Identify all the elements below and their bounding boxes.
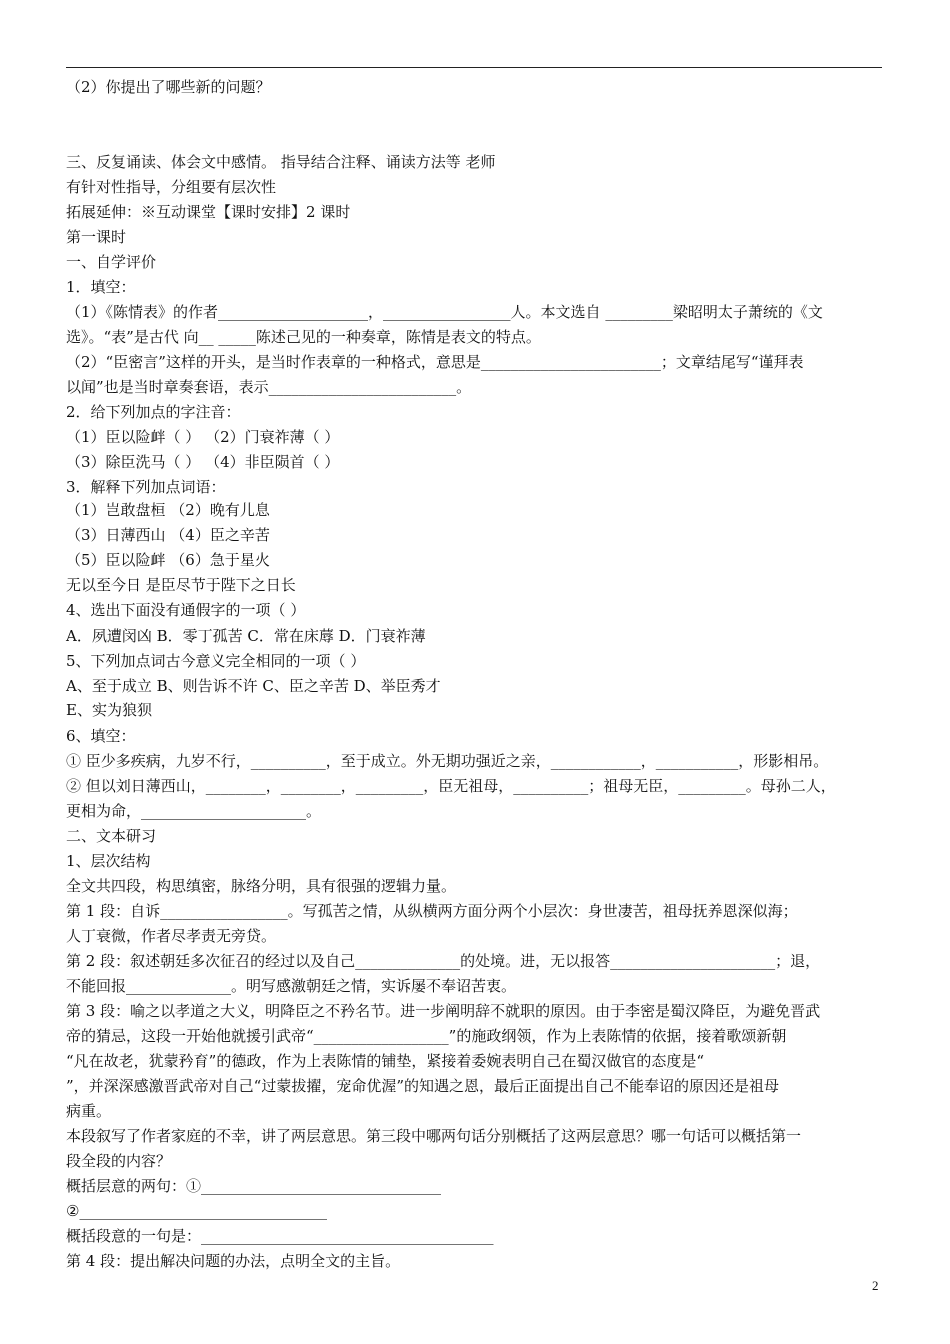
- vocab-line: （1）岂敢盘桓 （2）晚有儿息: [66, 501, 270, 519]
- paragraph-line: “凡在故老，犹蒙矜育”的德政，作为上表陈情的铺垫，紧接着委婉表明自己在蜀汉做官的态度是“: [66, 1052, 705, 1070]
- question-heading: 1．填空：: [66, 278, 136, 296]
- section-heading: 二、文本研习: [66, 827, 157, 845]
- paragraph-line: 帝的猜忌，这段一开始他就援引武帝“__________________”的施政纲领，作为上表陈情的依据，接着歌颂新朝: [66, 1027, 787, 1045]
- answer-line: 概括段意的一句是：_______________________________________: [66, 1227, 494, 1245]
- vocab-line: （3）日薄西山 （4）臣之辛苦: [66, 526, 270, 544]
- fill-blank-line: 以闻”也是当时章奏套语，表示_________________________。: [66, 378, 472, 396]
- section-3-heading: 三、反复诵读、体会文中感情。 指导结合注释、诵读方法等 老师: [66, 153, 496, 171]
- fill-blank-line: （2）“臣密言”这样的开头，是当时作表章的一种格式，意思是________________________；文章结尾写“谨拜表: [66, 353, 804, 371]
- lesson-heading: 第一课时: [66, 228, 127, 246]
- text-line: 拓展延伸：※互动课堂【课时安排】2 课时: [66, 203, 351, 221]
- paragraph-line: 第 2 段：叙述朝廷多次征召的经过以及自己______________的处境。进，无以报答______________________；退，: [66, 952, 821, 970]
- paragraph-line: 人丁衰微，作者尽孝责无旁贷。: [66, 927, 277, 945]
- question-6: 6、填空：: [66, 727, 136, 745]
- answer-line: ②_________________________________: [66, 1202, 327, 1220]
- fill-blank-line: ② 但以刘日薄西山，________，________，_________，臣无祖母，__________；祖母无臣，_________。母孙二人，: [66, 777, 836, 795]
- page-number: 2: [872, 1278, 879, 1293]
- fill-blank-line: 更相为命，______________________。: [66, 802, 322, 820]
- options-line: E、实为狼狈: [66, 701, 152, 719]
- options-line: A、至于成立 B、则告诉不许 C、臣之辛苦 D、举臣秀才: [66, 677, 441, 695]
- text-line: 有针对性指导，分组要有层次性: [66, 178, 277, 196]
- answer-line: 概括层意的两句：①________________________________: [66, 1177, 442, 1195]
- paragraph-line: ”，并深深感激晋武帝对自己“过蒙拔擢，宠命优渥”的知遇之恩，最后正面提出自己不能奉诏的原因还是祖母: [66, 1077, 780, 1095]
- paragraph-line: 病重。: [66, 1102, 112, 1120]
- header-rule: [66, 67, 882, 68]
- paragraph-line: 第 4 段：提出解决问题的办法，点明全文的主旨。: [66, 1252, 401, 1270]
- fill-blank-line: ① 臣少多疾病，九岁不行，__________，至于成立。外无期功强近之亲，____________，___________，形影相吊。: [66, 752, 829, 770]
- subsection-heading: 1、层次结构: [66, 852, 151, 870]
- pinyin-line: （1）臣以险衅（ ） （2）门衰祚薄（ ）: [66, 428, 340, 446]
- question-5: 5、下列加点词古今意义完全相同的一项（ ）: [66, 652, 366, 670]
- vocab-line: （5）臣以险衅 （6）急于星火: [66, 551, 270, 569]
- vocab-line: 无以至今日 是臣尽节于陛下之日长: [66, 576, 296, 594]
- paragraph-line: 第 3 段：喻之以孝道之大义，明降臣之不矜名节。进一步阐明辞不就职的原因。由于李密是蜀汉降臣，为避免晋武: [66, 1002, 821, 1020]
- fill-blank-line: 选》。“表”是古代 向__ _____陈述己见的一种奏章，陈情是表文的特点。: [66, 328, 541, 346]
- pinyin-line: （3）除臣洗马（ ） （4）非臣陨首（ ）: [66, 453, 340, 471]
- section-heading: 一、自学评价: [66, 253, 157, 271]
- paragraph-line: 不能回报______________。明写感激朝廷之情，实诉屡不奉诏苦衷。: [66, 977, 517, 995]
- question-heading: 3．解释下列加点词语：: [66, 478, 226, 496]
- text-line: 全文共四段，构思缜密，脉络分明，具有很强的逻辑力量。: [66, 877, 457, 895]
- question-heading: 2．给下列加点的字注音：: [66, 403, 241, 421]
- question-2-line: （2）你提出了哪些新的问题？: [66, 78, 271, 96]
- question-4: 4、选出下面没有通假字的一项（ ）: [66, 601, 306, 619]
- paragraph-line: 第 1 段：自诉_________________。写孤苦之情，从纵横两方面分两个小层次：身世凄苦，祖母抚养恩深似海；: [66, 902, 798, 920]
- options-line: A．夙遭闵凶 B．零丁孤苦 C．常在床蓐 D．门衰祚薄: [66, 627, 426, 645]
- paragraph-line: 段全段的内容？: [66, 1152, 172, 1170]
- paragraph-line: 本段叙写了作者家庭的不幸，讲了两层意思。第三段中哪两句话分别概括了这两层意思？哪一句话可以概括第一: [66, 1127, 802, 1145]
- fill-blank-line: （1）《陈情表》的作者____________________，_________________人。本文选自 _________梁昭明太子萧统的《文: [66, 303, 823, 321]
